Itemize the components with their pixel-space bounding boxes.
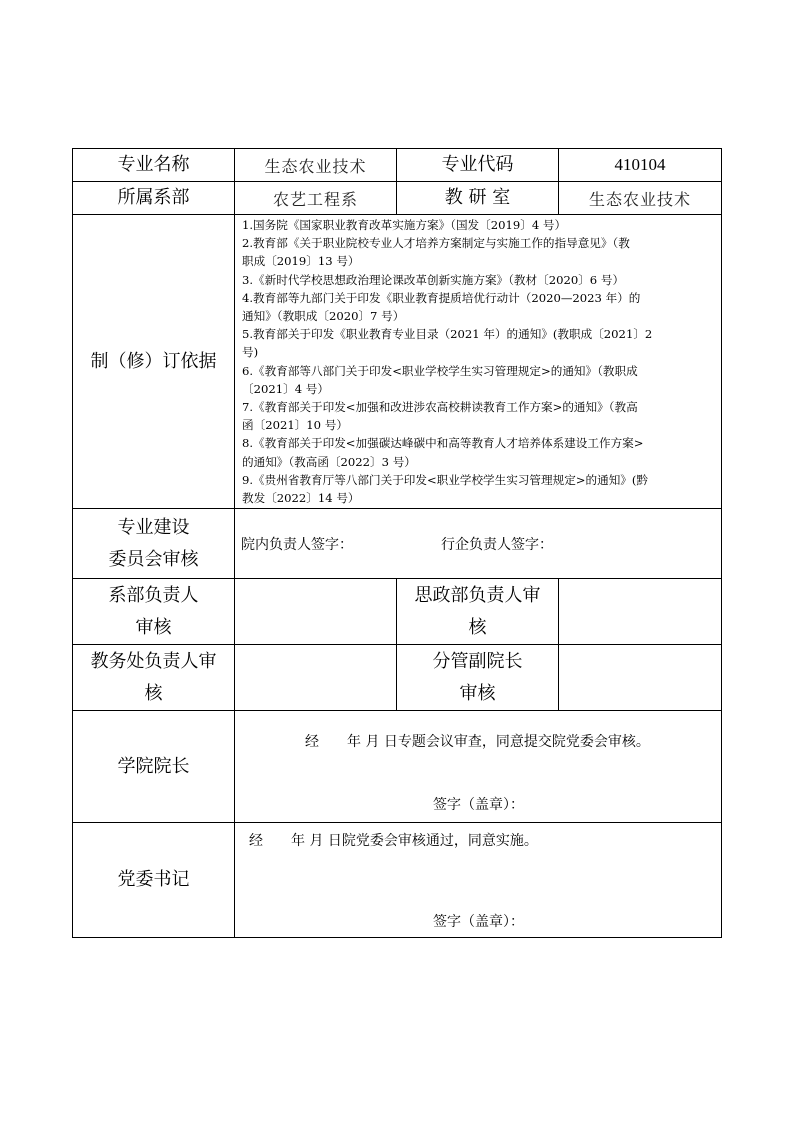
- president-block: [235, 711, 722, 823]
- basis-line: 6.《教育部等八部门关于印发<职业学校学生实习管理规定>的通知》（教职成: [242, 363, 638, 378]
- industry-sign-label: 行企负责人签字：: [441, 536, 553, 553]
- ideology-head-label-line1: 思政部负责人审: [414, 584, 541, 606]
- basis-line: 教发〔2022〕14 号）: [242, 491, 360, 506]
- internal-sign-label: 院内负责人签字：: [241, 536, 353, 553]
- vice-president-label: [397, 645, 559, 711]
- row-basis: [73, 215, 722, 509]
- basis-line: 9.《贵州省教育厅等八部门关于印发<职业学校学生实习管理规定>的通知》(黔: [242, 472, 649, 487]
- ideology-head-sign-cell[interactable]: [559, 579, 722, 645]
- academic-head-sign-cell[interactable]: [235, 645, 397, 711]
- row-secretary: [73, 823, 722, 938]
- basis-line: 4.教育部等九部门关于印发《职业教育提质培优行动计（2020—2023 年）的: [242, 290, 641, 305]
- dept-head-label-line2: 审核: [135, 616, 172, 638]
- secretary-sign-label: 签字（盖章）：: [433, 914, 524, 931]
- row-academic: [73, 645, 722, 711]
- basis-line: 的通知》（教高函〔2022〕3 号）: [242, 454, 416, 469]
- department-value: 农艺工程系: [235, 182, 397, 215]
- basis-line: 号): [242, 345, 259, 360]
- row-major: [73, 149, 722, 182]
- president-sign-label: 签字（盖章）：: [433, 797, 524, 814]
- committee-label-line2: 委员会审核: [108, 548, 199, 570]
- major-name-value: 生态农业技术: [235, 149, 397, 182]
- committee-label-line1: 专业建设: [117, 516, 190, 538]
- major-code-value: 410104: [559, 149, 722, 182]
- vice-president-label-line1: 分管副院长: [432, 650, 523, 672]
- approval-table: [72, 148, 722, 938]
- ideology-head-label-line2: 核: [468, 616, 487, 638]
- basis-label: 制（修）订依据: [73, 215, 235, 509]
- secretary-block: [235, 823, 722, 938]
- president-text: 经 年 月 日专题会议审查，同意提交院党委会审核。: [305, 734, 650, 751]
- basis-line: 1.国务院《国家职业教育改革实施方案》（国发〔2019〕4 号）: [242, 218, 567, 232]
- basis-line: 3.《新时代学校思想政治理论课改革创新实施方案》（教材〔2020〕6 号）: [242, 272, 625, 287]
- major-code-label: 专业代码: [397, 149, 559, 182]
- basis-line: 〔2021〕4 号）: [242, 381, 329, 396]
- dept-head-label: [73, 579, 235, 645]
- office-label: 教 研 室: [397, 182, 559, 215]
- basis-line: 2.教育部《关于职业院校专业人才培养方案制定与实施工作的指导意见》（教: [242, 236, 630, 251]
- academic-head-label-line2: 核: [144, 682, 163, 704]
- basis-line: 5.教育部关于印发《职业教育专业目录（2021 年）的通知》(教职成〔2021〕2: [242, 327, 653, 342]
- row-dept-head: [73, 579, 722, 645]
- academic-head-label-line1: 教务处负责人审: [90, 650, 217, 672]
- row-committee: [73, 509, 722, 579]
- dept-head-label-line1: 系部负责人: [108, 584, 199, 606]
- office-value: 生态农业技术: [559, 182, 722, 215]
- basis-line: 函〔2021〕10 号）: [242, 418, 348, 433]
- vice-president-label-line2: 审核: [459, 682, 496, 704]
- secretary-label: 党委书记: [73, 823, 235, 938]
- basis-list: [235, 215, 722, 509]
- major-name-label: 专业名称: [73, 149, 235, 182]
- committee-signatures: [235, 509, 722, 579]
- president-label: 学院院长: [73, 711, 235, 823]
- committee-label: [73, 509, 235, 579]
- secretary-text: 经 年 月 日院党委会审核通过，同意实施。: [249, 833, 538, 850]
- vice-president-sign-cell[interactable]: [559, 645, 722, 711]
- basis-line: 通知》（教职成〔2020〕7 号）: [242, 309, 405, 324]
- ideology-head-label: [397, 579, 559, 645]
- dept-head-sign-cell[interactable]: [235, 579, 397, 645]
- basis-line: 8.《教育部关于印发<加强碳达峰碳中和高等教育人才培养体系建设工作方案>: [242, 436, 644, 451]
- row-department: [73, 182, 722, 215]
- row-president: [73, 711, 722, 823]
- academic-head-label: [73, 645, 235, 711]
- department-label: 所属系部: [73, 182, 235, 215]
- basis-line: 7.《教育部关于印发<加强和改进涉农高校耕读教育工作方案>的通知》（教高: [242, 400, 638, 415]
- basis-line: 职成〔2019〕13 号）: [242, 254, 360, 269]
